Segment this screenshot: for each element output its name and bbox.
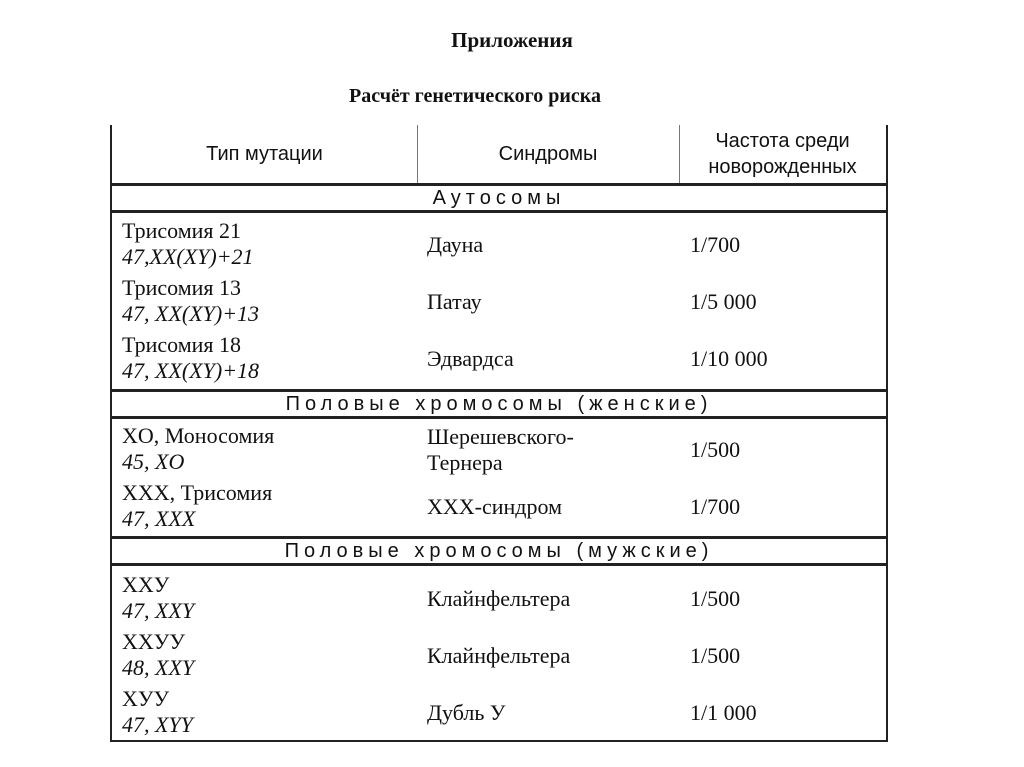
karyotype: 47, XX(XY)+18: [122, 358, 260, 383]
mutation-type-cell: [122, 480, 412, 532]
genetic-risk-table: [110, 125, 888, 742]
karyotype: 47, XXY: [122, 598, 195, 623]
karyotype: 45, XO: [122, 449, 185, 474]
karyotype: 47, XX(XY)+13: [122, 301, 260, 326]
table-row: [112, 330, 886, 387]
header-syndromes: Синдромы: [417, 125, 680, 183]
table-row: [112, 216, 886, 273]
table-row: [112, 478, 886, 535]
karyotype: 47,XX(XY)+21: [122, 244, 254, 269]
table-header: [112, 125, 886, 186]
header-frequency: Частота среди новорожденных: [708, 130, 857, 178]
syndrome: XXX-синдром: [427, 493, 562, 519]
table-row: [112, 421, 886, 478]
table-row: [112, 627, 886, 684]
mutation-type: XXУУ: [122, 629, 185, 654]
section-autosomes: Аутосомы: [112, 186, 886, 213]
frequency: 1/10 000: [690, 345, 768, 371]
mutation-type-cell: [122, 686, 412, 738]
frequency: 1/500: [690, 585, 741, 611]
mutation-type: XУУ: [122, 686, 170, 711]
header-mutation-type: Тип мутации: [112, 125, 418, 183]
syndrome: Шерешевского-Тернера: [427, 423, 574, 475]
mutation-type-cell: [122, 629, 412, 681]
mutation-type: Трисомия 18: [122, 332, 242, 357]
mutation-type-cell: [122, 572, 412, 624]
mutation-type: XXУ: [122, 572, 170, 597]
syndrome: Клайнфельтера: [427, 585, 571, 611]
mutation-type: Трисомия 21: [122, 218, 242, 243]
mutation-type-cell: [122, 275, 412, 327]
mutation-type: XXX, Трисомия: [122, 480, 273, 505]
karyotype: 47, XXX: [122, 506, 196, 531]
table-row: [112, 684, 886, 741]
frequency: 1/700: [690, 231, 741, 257]
frequency: 1/500: [690, 436, 741, 462]
syndrome: Эдвардса: [427, 345, 514, 371]
mutation-type-cell: [122, 218, 412, 270]
frequency: 1/1 000: [690, 699, 757, 725]
mutation-type-cell: [122, 332, 412, 384]
table-row: [112, 273, 886, 330]
table-row: [112, 570, 886, 627]
syndrome: Дубль У: [427, 699, 506, 725]
karyotype: 48, XXY: [122, 655, 195, 680]
mutation-type-cell: [122, 423, 412, 475]
syndrome: Дауна: [427, 231, 484, 257]
frequency: 1/500: [690, 642, 741, 668]
section-female-sex-chromosomes: Половые хромосомы (женские): [112, 389, 886, 419]
syndrome: Клайнфельтера: [427, 642, 571, 668]
mutation-type: XO, Моносомия: [122, 423, 275, 448]
mutation-type: Трисомия 13: [122, 275, 242, 300]
section-male-sex-chromosomes: Половые хромосомы (мужские): [112, 536, 886, 566]
page-title: Приложения: [451, 28, 573, 52]
karyotype: 47, XYY: [122, 712, 193, 737]
frequency: 1/700: [690, 493, 741, 519]
syndrome: Патау: [427, 288, 482, 314]
frequency: 1/5 000: [690, 288, 757, 314]
page-subtitle: Расчёт генетического риска: [349, 85, 601, 107]
